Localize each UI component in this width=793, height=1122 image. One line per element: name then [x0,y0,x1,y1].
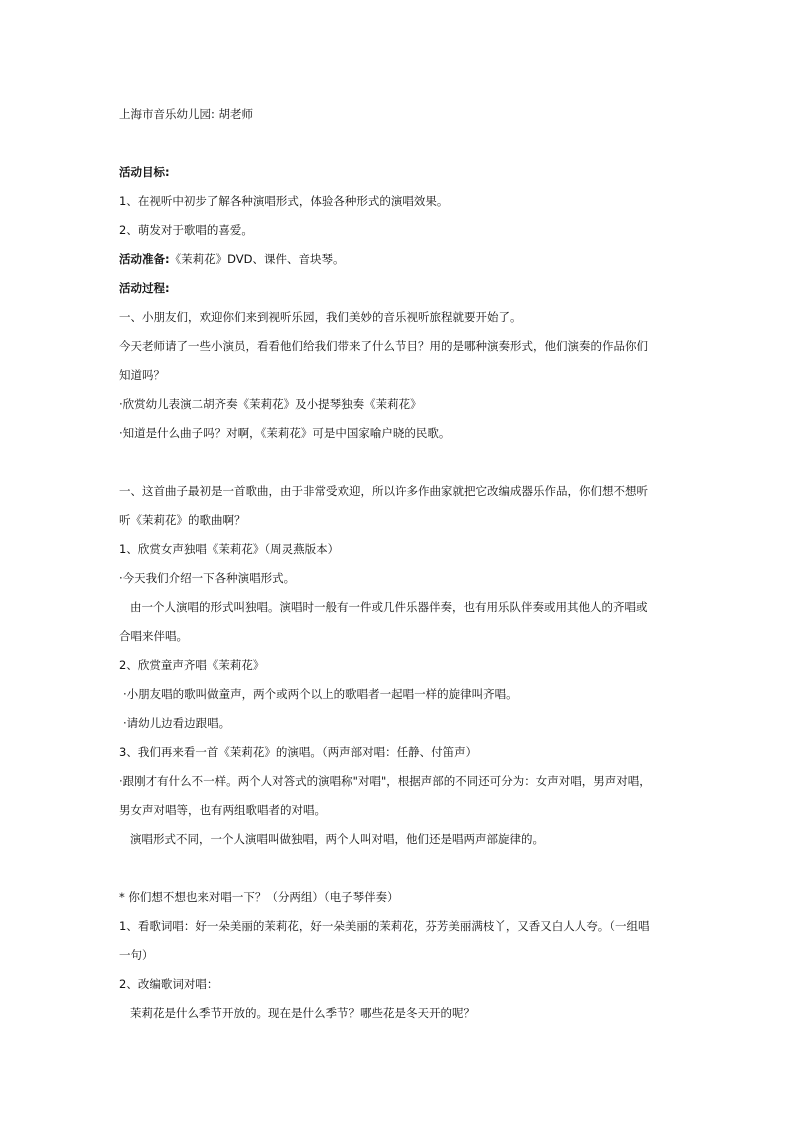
author-line: 上海市音乐幼儿园: 胡老师 [119,107,254,121]
process-heading: 活动过程: [119,281,170,295]
paragraph: 茉莉花是什么季节开放的。现在是什么季节？哪些花是冬天开的呢？ [130,1006,475,1020]
bullet-item: ·欣赏幼儿表演二胡齐奏《茉莉花》及小提琴独奏《茉莉花》 [119,397,422,411]
numbered-item: 2、欣赏童声齐唱《茉莉花》 [119,658,265,672]
bullet-item: ·跟刚才有什么不一样。两个人对答式的演唱称"对唱"，根据声部的不同还可分为：女声对唱，男声对唱， [119,774,651,788]
objective-1: 1、在视听中初步了解各种演唱形式，体验各种形式的演唱效果。 [119,194,449,208]
paragraph: 由一个人演唱的形式叫独唱。演唱时一般有一件或几件乐器伴奏，也有用乐队伴奏或用其他人的齐唱或 [130,600,648,614]
paragraph-continuation: 合唱来伴唱。 [119,629,188,643]
blank-line [119,129,679,158]
paragraph: 演唱形式不同，一个人演唱叫做独唱，两个人叫对唱，他们还是唱两声部旋律的。 [130,832,544,846]
preparation-text: 《茉莉花》DVD、课件、音块琴。 [169,252,345,266]
paragraph-continuation: 一句） [119,948,154,962]
preparation-line [119,245,679,274]
blank-line [119,448,679,477]
bullet-item: ·请幼儿边看边跟唱。 [123,716,231,730]
numbered-item: 1、看歌词唱：好一朵美丽的茉莉花，好一朵美丽的茉莉花，芬芳美丽满枝丫，又香又白人人夸。（一组唱 [119,919,650,933]
paragraph-continuation: 听《茉莉花》的歌曲啊？ [119,513,246,527]
document-body [119,100,679,1028]
bullet-item: ·今天我们介绍一下各种演唱形式。 [119,571,296,585]
paragraph: 今天老师请了一些小演员，看看他们给我们带来了什么节目？用的是哪种演奏形式，他们演奏的作品你们 [119,339,648,353]
paragraph: 一、这首曲子最初是一首歌曲，由于非常受欢迎，所以许多作曲家就把它改编成器乐作品，你们想不想听 [119,484,648,498]
bullet-item: ·知道是什么曲子吗？对啊，《茉莉花》可是中国家喻户晓的民歌。 [119,426,451,440]
star-item: * 你们想不想也来对唱一下？（分两组）（电子琴伴奏） [119,890,399,904]
numbered-item: 2、改编歌词对唱： [119,977,219,991]
paragraph-continuation: 男女声对唱等，也有两组歌唱者的对唱。 [119,803,326,817]
objectives-heading: 活动目标: [119,165,170,179]
objective-2: 2、萌发对于歌唱的喜爱。 [119,223,253,237]
blank-line [119,854,679,883]
paragraph-continuation: 知道吗？ [119,368,165,382]
numbered-item: 1、欣赏女声独唱《茉莉花》（周灵燕版本） [119,542,340,556]
paragraph: 一、小朋友们，欢迎你们来到视听乐园，我们美妙的音乐视听旅程就要开始了。 [119,310,522,324]
numbered-item: 3、我们再来看一首《茉莉花》的演唱。（两声部对唱：任静、付笛声） [119,745,478,759]
bullet-item: ·小朋友唱的歌叫做童声，两个或两个以上的歌唱者一起唱一样的旋律叫齐唱。 [123,687,518,701]
preparation-label: 活动准备: [119,252,170,266]
